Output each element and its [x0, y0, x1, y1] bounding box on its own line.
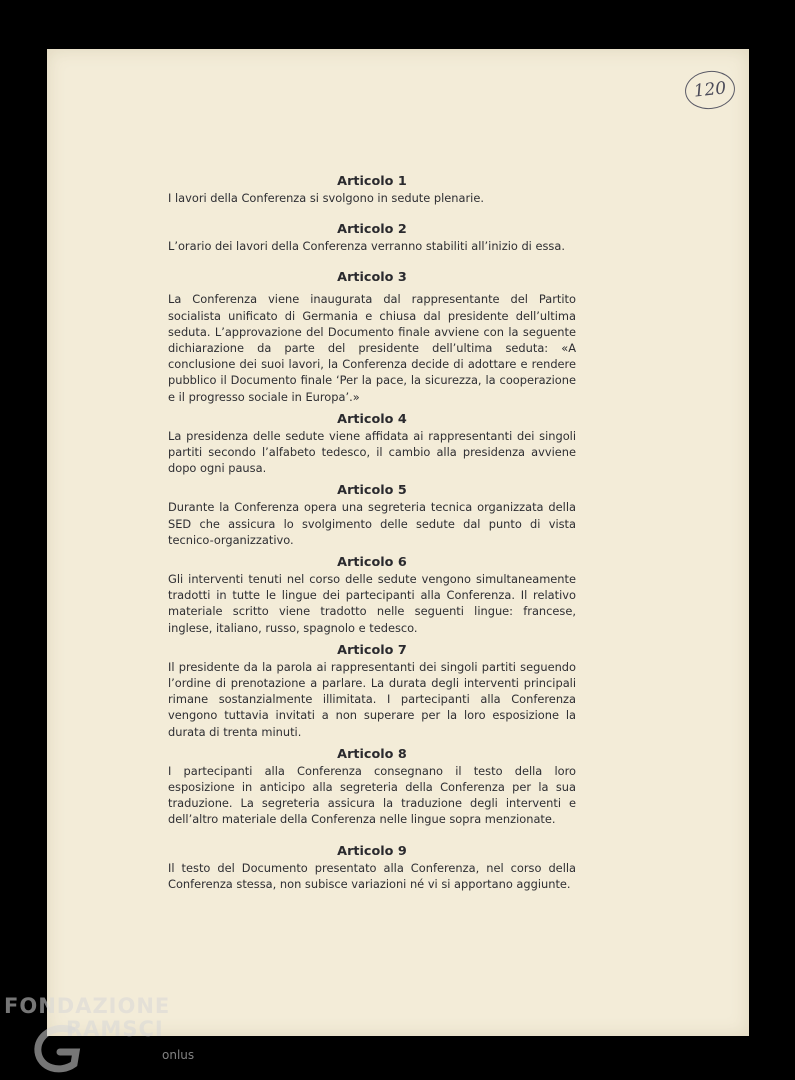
document-page: [47, 49, 749, 1036]
article-title: Articolo 2: [337, 222, 407, 238]
article-text: Il testo del Documento presentato alla Conferenza, nel corso della Conferenza stessa, non subisce variazioni né vi si apportano aggiunte.: [168, 860, 576, 891]
article-text: I partecipanti alla Conferenza consegnano il testo della loro esposizione in anticipo alla segreteria della Conferenza per la sua traduzione. La segreteria assicura la traduzione degli interventi e dell’altro materiale della Conferenza nelle lingue sopra menzionate.: [168, 763, 576, 827]
article-text: I lavori della Conferenza si svolgono in sedute plenarie.: [168, 191, 484, 205]
page-number: 120: [683, 68, 737, 111]
article-title: Articolo 4: [337, 411, 407, 427]
article-6: [168, 554, 576, 636]
article-2: [168, 221, 576, 254]
article-title: Articolo 1: [337, 174, 407, 189]
article-3: [168, 269, 576, 404]
watermark-line1: FONDAZIONE: [4, 994, 171, 1018]
article-text: Il presidente da la parola ai rappresentanti dei singoli partiti seguendo l’ordine di prenotazione a parlare. La durata degli interventi principali rimane sostanzialmente illimitata. I partecipanti alla Conferenza vengono tuttavia invitati a non superare per la loro esposizione la durata di trenta minuti.: [168, 659, 576, 739]
article-8: [168, 746, 576, 828]
article-text: La presidenza delle sedute viene affidata ai rappresentanti dei singoli partiti secondo l’alfabeto tedesco, il cambio alla presidenza avviene dopo ogni pausa.: [168, 428, 576, 476]
document-body: [168, 173, 576, 892]
article-title: Articolo 5: [337, 483, 407, 499]
watermark-line2: RAMSCI: [66, 1017, 164, 1041]
article-5: [168, 482, 576, 548]
article-text: Durante la Conferenza opera una segreteria tecnica organizzata della SED che assicura lo svolgimento delle sedute dal punto di vista tecnico-organizzativo.: [168, 500, 576, 547]
article-title: Articolo 3: [337, 270, 407, 286]
article-7: [168, 642, 576, 740]
article-title: Articolo 7: [337, 642, 407, 658]
article-title: Articolo 6: [337, 555, 407, 571]
article-1: [168, 173, 576, 206]
article-title: Articolo 9: [337, 843, 407, 859]
fondazione-gramsci-watermark: [4, 994, 204, 1074]
article-text: L’orario dei lavori della Conferenza verranno stabiliti all’inizio di essa.: [168, 239, 565, 254]
watermark-suffix: onlus: [162, 1048, 195, 1062]
article-text: Gli interventi tenuti nel corso delle sedute vengono simultaneamente tradotti in tutte le lingue dei partecipanti alla Conferenza. Il relativo materiale scritto viene tradotto nelle seguenti lingue: francese, inglese, italiano, russo, spagnolo e tedesco.: [168, 572, 576, 635]
article-title: Articolo 8: [337, 746, 407, 762]
article-9: [168, 843, 576, 892]
article-text: La Conferenza viene inaugurata dal rappresentante del Partito socialista unificato di Germania e chiusa dal presidente dell’ultima seduta. L’approvazione del Documento finale avviene con la seguente dichiarazione da parte del presidente dell’ultima seduta: «A conclusione dei suoi lavori, la Conferenza decide di adottare e rendere pubblico il Documento finale ‘Per la pace, la sicurezza, la cooperazione e il progresso sociale in Europa’.»: [168, 292, 576, 404]
article-4: [168, 411, 576, 477]
